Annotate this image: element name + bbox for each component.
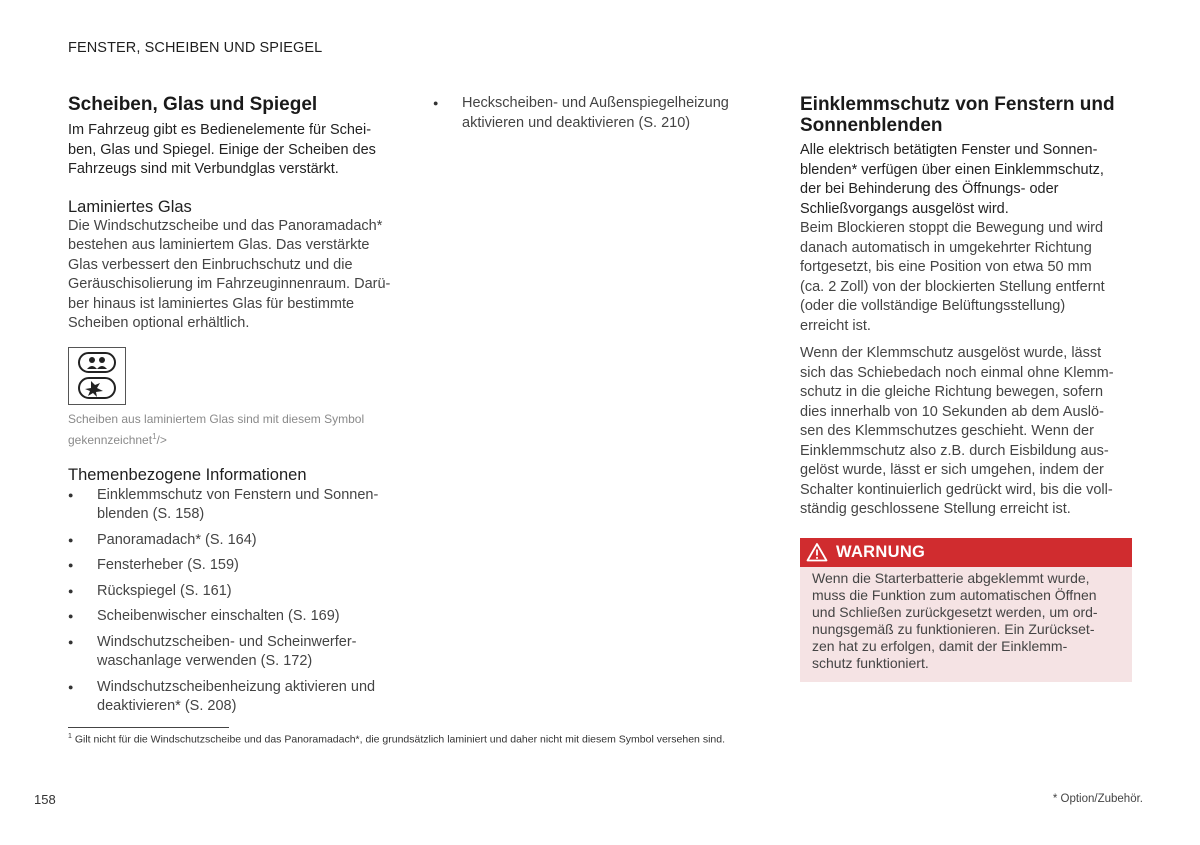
symbol-caption — [68, 411, 403, 449]
intro-line: der bei Behinderung des Öffnungs- oder — [800, 181, 1059, 197]
body-line: bestehen aus laminiertem Glas. Das verstärkte — [68, 237, 370, 253]
footnote-number: 1 — [68, 733, 72, 740]
laminated-glass-heading: Laminiertes Glas — [68, 197, 192, 216]
body-line: fortgesetzt, bis eine Position von etwa 50 mm — [800, 259, 1092, 275]
section-title — [800, 94, 1132, 136]
list-item[interactable]: ● Windschutzscheibenheizung aktivieren und deaktivieren* (S. 208) — [68, 678, 403, 717]
body-line: ständig geschlossene Stellung erreicht ist. — [800, 501, 1071, 517]
body-line: (oder die vollständige Belüftungsstellung) — [800, 298, 1066, 314]
page-title: Scheiben, Glas und Spiegel — [68, 94, 318, 115]
title-line: Einklemmschutz von Fenstern und — [800, 94, 1115, 115]
footnote — [68, 733, 725, 746]
body-line: danach automatisch in umgekehrter Richtung — [800, 239, 1092, 256]
intro-line: Fahrzeugs sind mit Verbundglas verstärkt. — [68, 161, 339, 177]
body-line: Beim Blockieren stoppt die Bewegung und wird — [800, 220, 1104, 236]
override-paragraph — [800, 344, 1132, 520]
body-line: dies innerhalb von 10 Sekunden ab dem Auslö- — [800, 403, 1104, 420]
related-links-list — [68, 486, 403, 717]
warning-triangle-icon — [806, 542, 828, 562]
warning-box — [800, 538, 1132, 682]
caption-line: Scheiben aus laminiertem Glas sind mit diesem Symbol — [68, 411, 365, 426]
body-line: Schalter kontinuierlich gedrückt wird, bis die voll- — [800, 481, 1113, 498]
list-item[interactable]: ● Einklemmschutz von Fenstern und Sonnen- blenden (S. 158) — [68, 486, 403, 525]
body-line: Wenn der Klemmschutz ausgelöst wurde, lässt — [800, 345, 1102, 361]
intro-line: Im Fahrzeug gibt es Bedienelemente für Schei- — [68, 122, 372, 138]
body-line: (ca. 2 Zoll) von der blockierten Stellung entfernt — [800, 278, 1105, 295]
footnote-divider — [68, 727, 229, 728]
section-header: FENSTER, SCHEIBEN UND SPIEGEL — [68, 40, 323, 56]
warning-header — [800, 538, 1132, 567]
blocking-paragraph — [800, 219, 1132, 336]
body-line: schutz in die gleiche Richtung bewegen, sofern — [800, 384, 1104, 400]
option-note: * Option/Zubehör. — [1052, 793, 1143, 805]
body-line: ber hinaus ist laminiertes Glas für bestimmte — [68, 295, 355, 312]
body-line: Scheiben optional erhältlich. — [68, 315, 250, 331]
intro-line: Schließvorgangs ausgelöst wird. — [800, 200, 1009, 217]
warning-body — [800, 567, 1132, 682]
list-item[interactable]: ● Fensterheber (S. 159) — [68, 556, 403, 576]
warning-line: schutz funktioniert. — [812, 654, 929, 671]
column-left — [68, 94, 403, 723]
intro-line: Alle elektrisch betätigten Fenster und Sonnen- — [800, 142, 1098, 158]
intro-line: blenden* verfügen über einen Einklemmschutz, — [800, 161, 1104, 178]
laminated-glass-paragraph — [68, 217, 403, 334]
title-line: Sonnenblenden — [800, 115, 943, 136]
body-line: Die Windschutzscheibe und das Panoramadach* — [68, 217, 383, 234]
footnote-marker: 1 — [152, 431, 157, 441]
caption-tail: /> — [156, 432, 167, 447]
body-line: gelöst wurde, lässt er sich umgehen, indem der — [800, 462, 1104, 478]
warning-line: nungsgemäß zu funktionieren. Ein Zurückset- — [812, 620, 1095, 637]
list-item[interactable]: ● Panoramadach* (S. 164) — [68, 531, 403, 551]
warning-line: zen hat zu erfolgen, damit der Einklemm- — [812, 637, 1068, 654]
body-line: Einklemmschutz also z.B. durch Eisbildung aus- — [800, 442, 1109, 459]
list-item[interactable]: ● Scheibenwischer einschalten (S. 169) — [68, 607, 403, 627]
intro-paragraph — [68, 121, 403, 180]
footnote-text: Gilt nicht für die Windschutzscheibe und das Panoramadach*, die grundsätzlich laminiert und daher nicht mit diesem Symbol versehen sind. — [71, 733, 725, 746]
related-links-list-continued — [433, 94, 753, 133]
page-number: 158 — [34, 792, 56, 807]
body-line: sich das Schiebedach noch einmal ohne Klemm- — [800, 364, 1114, 381]
list-item[interactable]: ● Rückspiegel (S. 161) — [68, 582, 403, 602]
warning-line: und Schließen zurückgesetzt werden, um ord- — [812, 603, 1098, 620]
intro-paragraph — [800, 141, 1132, 219]
warning-line: Wenn die Starterbatterie abgeklemmt wurde, — [812, 569, 1090, 586]
column-middle — [433, 94, 753, 139]
caption-line: gekennzeichnet — [68, 432, 153, 447]
list-item[interactable]: ● Heckscheiben- und Außenspiegelheizung aktivieren und deaktivieren (S. 210) — [433, 94, 753, 133]
laminated-glass-symbol-icon — [68, 347, 126, 405]
related-info-heading: Themenbezogene Informationen — [68, 465, 307, 484]
column-right — [800, 94, 1132, 682]
list-item[interactable]: ● Windschutzscheiben- und Scheinwerfer- waschanlage verwenden (S. 172) — [68, 633, 403, 672]
warning-title: WARNUNG — [836, 542, 926, 561]
body-line: Glas verbessert den Einbruchschutz und die — [68, 256, 353, 273]
body-line: sen des Klemmschutzes geschieht. Wenn der — [800, 423, 1094, 439]
intro-line: ben, Glas und Spiegel. Einige der Scheiben des — [68, 141, 376, 158]
body-line: Geräuschisolierung im Fahrzeuginnenraum. Darü- — [68, 276, 391, 292]
body-line: erreicht ist. — [800, 317, 871, 334]
warning-line: muss die Funktion zum automatischen Öffnen — [812, 586, 1097, 603]
